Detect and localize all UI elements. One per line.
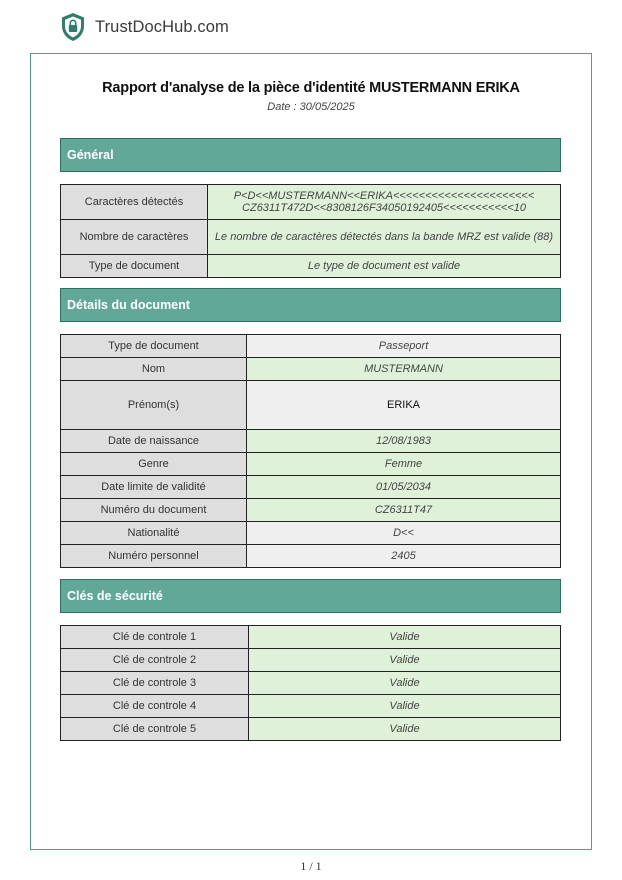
row-label: Nationalité bbox=[61, 522, 247, 545]
table-row bbox=[61, 220, 561, 255]
section-title: Détails du document bbox=[67, 298, 190, 312]
row-label: Nombre de caractères bbox=[61, 220, 208, 255]
table-row bbox=[61, 381, 561, 430]
row-value: Valide bbox=[249, 695, 561, 718]
row-label: Clé de controle 5 bbox=[61, 718, 249, 741]
row-label: Date de naissance bbox=[61, 430, 247, 453]
mrz-line-1: P<D<<MUSTERMANN<<ERIKA<<<<<<<<<<<<<<<<<<<<<< bbox=[233, 190, 535, 202]
table-row bbox=[61, 335, 561, 358]
row-value: MUSTERMANN bbox=[247, 358, 561, 381]
row-label: Numéro personnel bbox=[61, 545, 247, 568]
table-row bbox=[61, 185, 561, 220]
table-row bbox=[61, 430, 561, 453]
shield-lock-icon bbox=[60, 12, 86, 42]
table-row bbox=[61, 453, 561, 476]
row-label: Clé de controle 1 bbox=[61, 626, 249, 649]
section-title: Général bbox=[67, 148, 114, 162]
section-header-security bbox=[60, 579, 561, 613]
row-value: 2405 bbox=[247, 545, 561, 568]
brand-name: TrustDocHub.com bbox=[95, 17, 229, 36]
section-title: Clés de sécurité bbox=[67, 589, 163, 603]
table-row bbox=[61, 695, 561, 718]
mrz-value bbox=[208, 185, 561, 220]
row-value: Valide bbox=[249, 626, 561, 649]
row-value: Valide bbox=[249, 649, 561, 672]
table-row bbox=[61, 522, 561, 545]
row-label: Date limite de validité bbox=[61, 476, 247, 499]
table-row bbox=[61, 499, 561, 522]
row-value: 12/08/1983 bbox=[247, 430, 561, 453]
row-label: Prénom(s) bbox=[61, 381, 247, 430]
report-title: Rapport d'analyse de la pièce d'identité MUSTERMANN ERIKA bbox=[102, 80, 520, 96]
details-table bbox=[60, 334, 561, 568]
table-row bbox=[61, 649, 561, 672]
row-label: Type de document bbox=[61, 335, 247, 358]
row-value: Passeport bbox=[247, 335, 561, 358]
row-value: Valide bbox=[249, 672, 561, 695]
row-value: Le nombre de caractères détectés dans la bande MRZ est valide (88) bbox=[208, 220, 561, 255]
section-header-general bbox=[60, 138, 561, 172]
row-value: Valide bbox=[249, 718, 561, 741]
row-value: D<< bbox=[247, 522, 561, 545]
row-label: Clé de controle 4 bbox=[61, 695, 249, 718]
table-row bbox=[61, 476, 561, 499]
security-table bbox=[60, 625, 561, 741]
row-value: ERIKA bbox=[247, 381, 561, 430]
table-row bbox=[61, 255, 561, 278]
report-date: Date : 30/05/2025 bbox=[267, 101, 355, 113]
table-row bbox=[61, 545, 561, 568]
table-row bbox=[61, 626, 561, 649]
page-number: 1 / 1 bbox=[300, 859, 322, 873]
general-table bbox=[60, 184, 561, 278]
section-header-details bbox=[60, 288, 561, 322]
brand-header bbox=[60, 12, 229, 42]
row-value: CZ6311T47 bbox=[247, 499, 561, 522]
mrz-line-2: CZ6311T472D<<8308126F34050192405<<<<<<<<<<<10 bbox=[242, 202, 526, 214]
row-label: Clé de controle 3 bbox=[61, 672, 249, 695]
row-label: Numéro du document bbox=[61, 499, 247, 522]
row-label: Genre bbox=[61, 453, 247, 476]
row-value: 01/05/2034 bbox=[247, 476, 561, 499]
table-row bbox=[61, 672, 561, 695]
table-row bbox=[61, 718, 561, 741]
row-label: Clé de controle 2 bbox=[61, 649, 249, 672]
row-value: Femme bbox=[247, 453, 561, 476]
row-label: Caractères détectés bbox=[61, 185, 208, 220]
table-row bbox=[61, 358, 561, 381]
row-value: Le type de document est valide bbox=[208, 255, 561, 278]
row-label: Type de document bbox=[61, 255, 208, 278]
row-label: Nom bbox=[61, 358, 247, 381]
